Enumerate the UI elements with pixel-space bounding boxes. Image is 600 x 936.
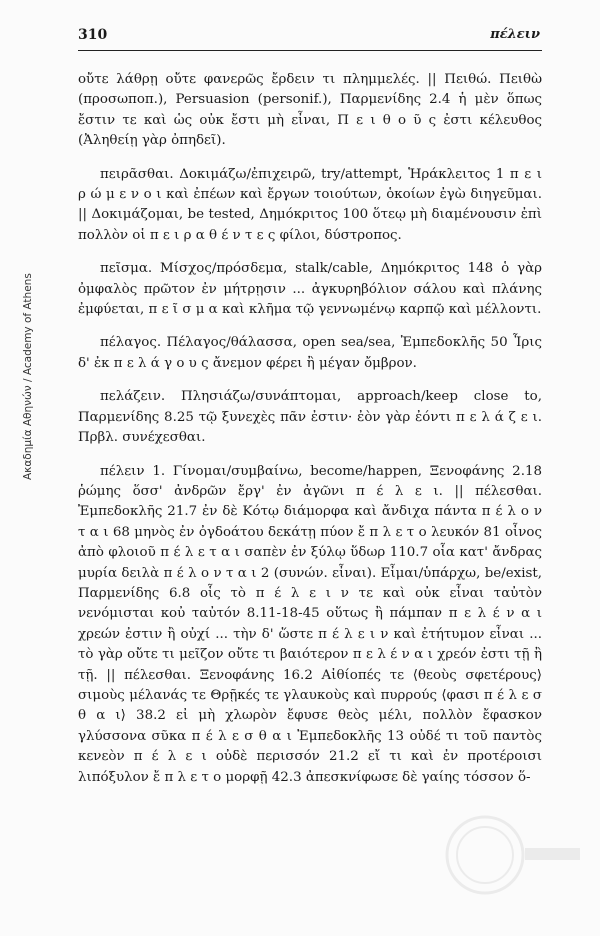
entry-peisma: πεῖσμα. Μίσχος/πρόσδεμα, stalk/cable, Δημόκριτος 148 ὁ γὰρ ὀμφαλὸς πρῶτον ἐν μήτρῃσιν ... ἀγκυρηβόλιον σάλου καὶ πλάνης ἐμφύεται, π ε ῖ σ μ α καὶ κλῆμα τῷ γεννωμένῳ καρπῷ καὶ μέλλοντι. <box>78 261 542 318</box>
page-number: 310 <box>78 27 108 43</box>
watermark-text: Ακαδημία Αθηνών / Academy of Athens <box>22 273 34 480</box>
entry-peirasthai: πειρᾶσθαι. Δοκιμάζω/ἐπιχειρῶ, try/attempt, Ἡράκλειτος 1 π ε ι ρ ώ μ ε ν ο ι καὶ ἐπέων καὶ ἔργων τοιούτων, ὁκοίων ἐγὼ διηγεῦμαι. || Δοκιμάζομαι, be tested, Δημόκριτος 100 ὅτεῳ μὴ διαμένουσιν ἐπὶ πολλὸν οἱ π ε ι ρ α θ έ ν τ ε ς φίλοι, δύστροπος. <box>78 166 542 243</box>
running-head: πέλειν <box>490 27 540 42</box>
entry-pelein: πέλειν 1. Γίνομαι/συμβαίνω, become/happen, Ξενοφάνης 2.18 ῥώμης ὅσσ' ἀνδρῶν ἔργ' ἐν ἀγῶνι π έ λ ε ι. || πέλεσθαι. Ἐμπεδοκλῆς 21.7 ἐν δὲ Κότῳ διάμορφα καὶ ἄνδιχα πάντα π έ λ ο ν τ α ι 68 μηνὸς ἐν ὀγδοάτου δεκάτῃ πύον ἔ π λ ε τ ο λευκόν 81 οἶνος ἀπὸ φλοιοῦ π έ λ ε τ α ι σαπὲν ἐν ξύλῳ ὕδωρ 110.7 οἷα κατ' ἄνδρας μυρία δειλὰ π έ λ ο ν τ α ι 2 (συνών. εἶναι). Εἶμαι/ὑπάρχω, be/exist, Παρμενίδης 6.8 οἷς τὸ π έ λ ε ι ν τε καὶ οὐκ εἶναι ταὐτὸν νενόμισται κοὐ ταὐτόν 8.11-18-45 οὕτως ἢ πάμπαν π ε λ έ ν α ι χρεών ἐστιν ἢ οὐχί ... τὴν δ' ὥστε π έ λ ε ι ν καὶ ἐτήτυμον εἶναι ... τὸ γὰρ οὔτε τι μεῖζον οὔτε τι βαιότερον π ε λ έ ν α ι χρεόν ἐστι τῇ ἢ τῇ. || πέλεσθαι. Ξενοφάνης 16.2 Αἰθίοπές τε ⟨θεοὺς σφετέρους⟩ σιμοὺς μέλανάς τε Θρῇκές τε γλαυκοὺς καὶ πυρρούς ⟨φασι π έ λ ε σ θ α ι⟩ 38.2 εἰ μὴ χλωρὸν ἔφυσε θεὸς μέλι, πολλὸν ἔφασκον γλύσσονα σῦκα π έ λ ε σ θ α ι Ἐμπεδοκλῆς 13 οὐδέ τι τοῦ παντὸς κενεὸν π έ λ ε ι οὐδὲ περισσόν 21.2 εἴ τι καὶ ἐν προτέροισι λιπόξυλον ἔ π λ ε τ ο μορφῇ 42.3 ἀπεσκνίφωσε δὲ γαίης τόσσον ὅ- <box>78 463 542 785</box>
page-body <box>78 70 542 801</box>
watermark <box>8 40 34 480</box>
entry-pelazein: πελάζειν. Πλησιάζω/συνάπτομαι, approach/keep close to, Παρμενίδης 8.25 τῷ ξυνεχὲς πᾶν ἐστιν· ἐὸν γὰρ ἐόντι π ε λ ά ζ ε ι. Πρβλ. συνέχεσθαι. <box>78 389 542 446</box>
entry-pelagos: πέλαγος. Πέλαγος/θάλασσα, open sea/sea, Ἐμπεδοκλῆς 50 Ἶρις δ' ἐκ π ε λ ά γ ο υ ς ἄνεμον φέρει ἢ μέγαν ὄμβρον. <box>78 335 542 371</box>
header-rule <box>78 50 542 51</box>
paragraph-continuation: οὔτε λάθρῃ οὔτε φανερῶς ἔρδειν τι πλημμελές. || Πειθώ. Πειθὼ (προσωποπ.), Persuasion (personif.), Παρμενίδης 2.4 ἡ μὲν ὅπως ἔστιν τε καὶ ὡς οὐκ ἔστι μὴ εἶναι, Π ε ι θ ο ῦ ς ἐστι κέλευθος (Ἀληθείῃ γὰρ ὀπηδεῖ). <box>78 72 542 149</box>
page-header <box>78 27 540 47</box>
academy-seal-watermark <box>440 810 580 900</box>
